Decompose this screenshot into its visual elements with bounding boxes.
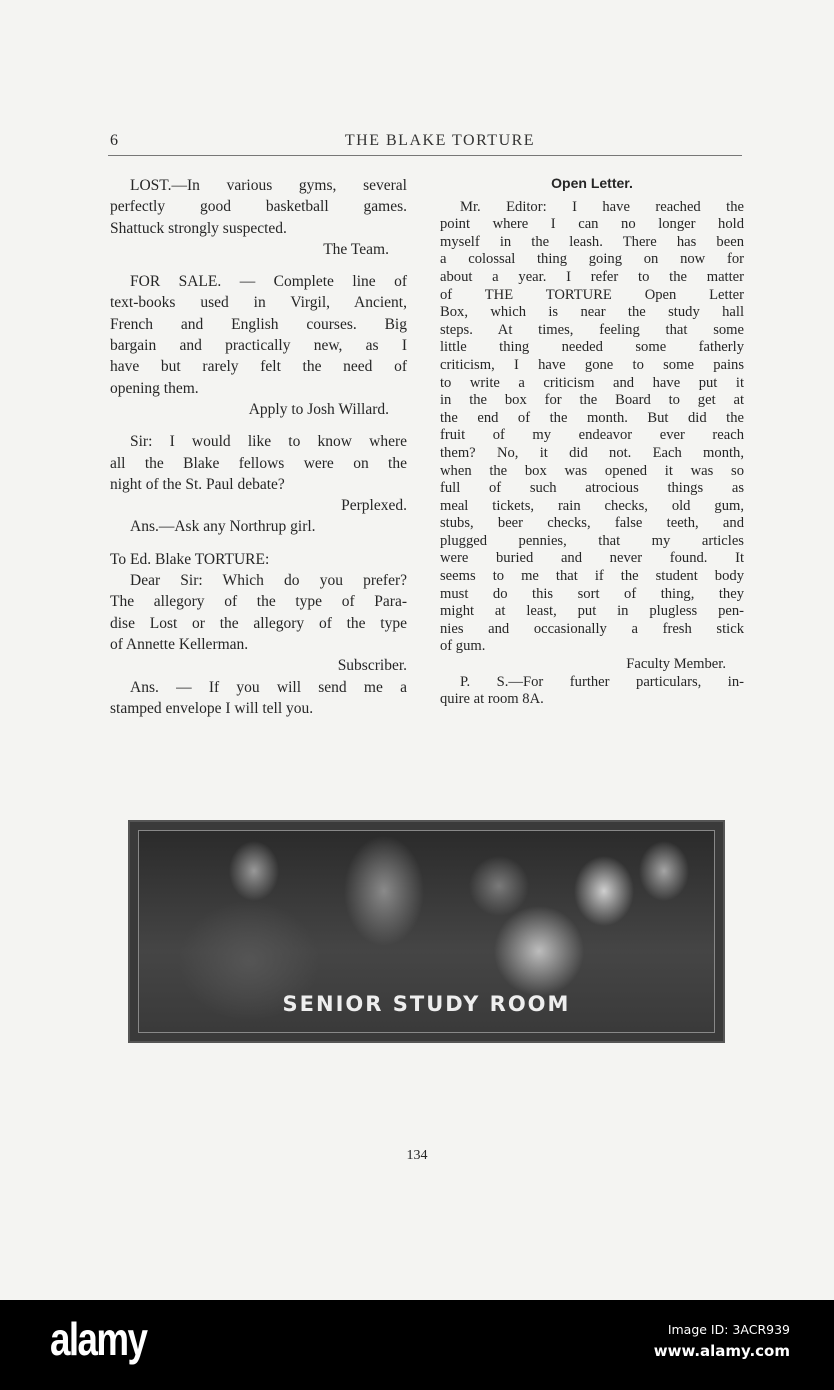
text-line: full of such atrocious things as bbox=[440, 480, 744, 497]
text-line: Mr. Editor: I have reached the bbox=[460, 198, 744, 215]
text-line: point where I can no longer hold bbox=[440, 216, 744, 233]
text-line: myself in the leash. There has been bbox=[440, 233, 744, 250]
text-line: them? No, it did not. Each month, bbox=[440, 444, 744, 461]
text-line: little thing needed some fatherly bbox=[440, 339, 744, 356]
text-line: Box, which is near the study hall bbox=[440, 304, 744, 321]
left-column bbox=[110, 175, 407, 730]
photo-caption: SENIOR STUDY ROOM bbox=[282, 992, 571, 1016]
site-url: www.alamy.com bbox=[653, 1342, 790, 1360]
text-line: stubs, beer checks, false teeth, and bbox=[440, 515, 744, 532]
text-line: Sir: I would like to know where bbox=[130, 433, 407, 451]
text-line: meal tickets, rain checks, old gum, bbox=[440, 497, 744, 514]
signature: The Team. bbox=[323, 240, 389, 258]
text-line: opening them. bbox=[110, 379, 199, 397]
salutation: To Ed. Blake TORTURE: bbox=[110, 550, 270, 568]
for-sale-notice bbox=[110, 271, 407, 420]
postscript: P. S.—For further particulars, in- bbox=[460, 673, 744, 690]
text-line: the end of the month. But did the bbox=[440, 409, 744, 426]
text-line: nies and occasionally a fresh stick bbox=[440, 620, 744, 637]
signature: Perplexed. bbox=[341, 497, 407, 515]
text-line: Dear Sir: Which do you prefer? bbox=[130, 572, 407, 590]
folio: 6 bbox=[110, 132, 118, 149]
text-line: were buried and never found. It bbox=[440, 550, 744, 567]
running-title: THE BLAKE TORTURE bbox=[344, 132, 536, 149]
text-line: plugged pennies, that my articles bbox=[440, 532, 744, 549]
text-line: when the box was opened it was so bbox=[440, 462, 744, 479]
text-line: night of the St. Paul debate? bbox=[110, 475, 285, 493]
text-line: Shattuck strongly suspected. bbox=[110, 219, 287, 237]
text-line: fruit of my endeavor ever reach bbox=[440, 427, 744, 444]
text-line: in the box for the Board to get at bbox=[440, 392, 744, 409]
text-line: to write a criticism and have put it bbox=[440, 374, 744, 391]
answer: stamped envelope I will tell you. bbox=[110, 699, 314, 717]
image-id: Image ID: 3ACR939 bbox=[667, 1322, 790, 1337]
dear-sir-letter bbox=[110, 549, 407, 719]
signature: Subscriber. bbox=[337, 657, 407, 675]
page-number: 134 bbox=[406, 1148, 428, 1163]
lost-notice bbox=[110, 175, 407, 260]
answer: Ans.—Ask any Northrup girl. bbox=[130, 518, 316, 536]
open-letter-title: Open Letter. bbox=[551, 175, 633, 191]
text-line: of Annette Kellerman. bbox=[110, 635, 249, 653]
text-line: a colossal thing going on now for bbox=[440, 251, 744, 268]
open-letter-body bbox=[440, 199, 744, 656]
text-line: LOST.—In various gyms, several bbox=[130, 177, 407, 194]
text-line: of THE TORTURE Open Letter bbox=[440, 286, 744, 303]
text-line: all the Blake fellows were on the bbox=[110, 454, 407, 472]
text-line: text-books used in Virgil, Ancient, bbox=[110, 294, 407, 312]
senior-study-room-photo bbox=[128, 820, 725, 1043]
signature: Faculty Member. bbox=[626, 656, 726, 673]
text-line: must do this sort of thing, they bbox=[440, 585, 744, 602]
alamy-logo: alamy bbox=[50, 1313, 147, 1365]
text-line: of gum. bbox=[440, 638, 486, 655]
text-line: might at least, put in plugless pen- bbox=[440, 603, 744, 620]
photo-image bbox=[138, 830, 715, 1033]
postscript: quire at room 8A. bbox=[440, 691, 544, 708]
text-line: FOR SALE. — Complete line of bbox=[130, 273, 407, 291]
header-rule bbox=[108, 155, 742, 156]
text-line: steps. At times, feeling that some bbox=[440, 321, 744, 338]
text-line: seems to me that if the student body bbox=[440, 568, 744, 585]
text-line: The allegory of the type of Para- bbox=[110, 593, 407, 611]
text-line: perfectly good basketball games. bbox=[110, 198, 407, 216]
text-line: bargain and practically new, as I bbox=[110, 337, 407, 355]
right-column bbox=[440, 175, 744, 709]
sir-letter bbox=[110, 431, 407, 537]
text-line: have but rarely felt the need of bbox=[110, 358, 407, 376]
text-line: about a year. I refer to the matter bbox=[440, 268, 744, 285]
text-line: criticism, I have gone to some pains bbox=[440, 356, 744, 373]
text-line: dise Lost or the allegory of the type bbox=[110, 614, 407, 632]
signature: Apply to Josh Willard. bbox=[248, 400, 389, 418]
text-line: French and English courses. Big bbox=[110, 315, 407, 333]
answer: Ans. — If you will send me a bbox=[130, 678, 407, 696]
